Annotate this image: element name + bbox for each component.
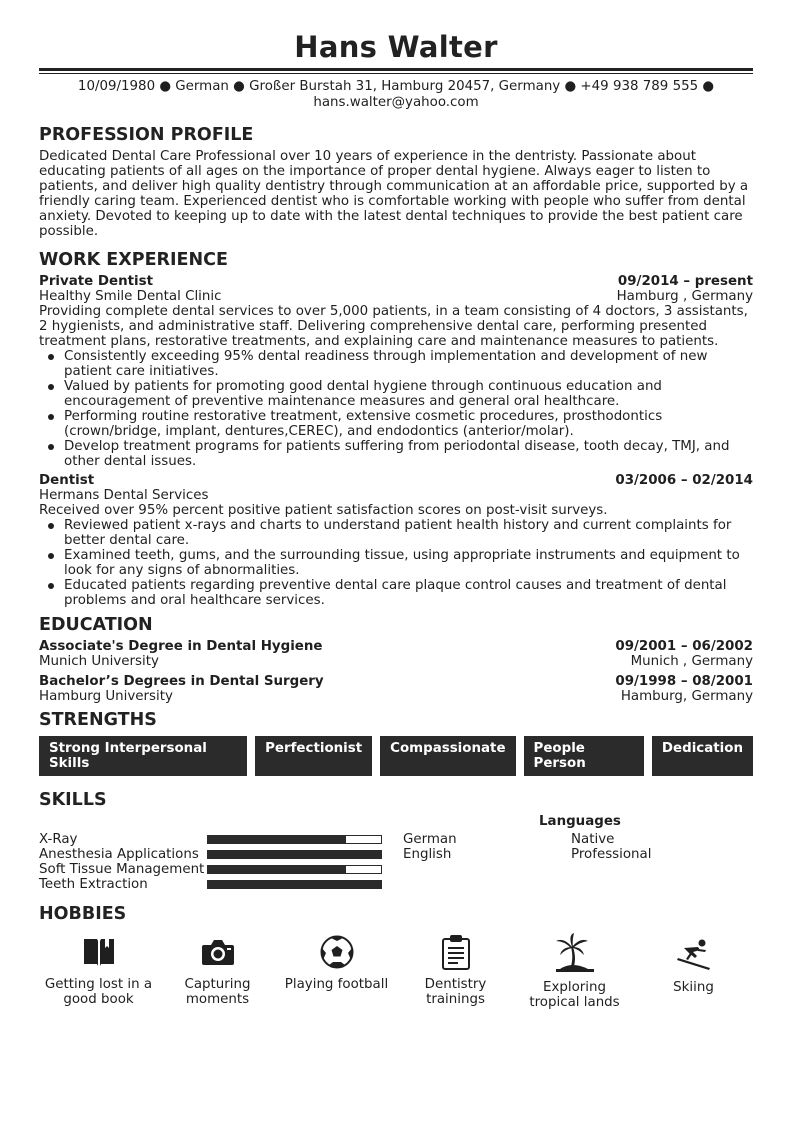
job-bullet: Consistently exceeding 95% dental readiness through implementation and development of new patient care initiatives. [39,349,753,379]
job-role: Dentist [39,473,95,488]
job-company: Healthy Smile Dental Clinic [39,289,222,304]
hobby-label-line: Exploring [542,980,606,995]
degree-dates: 09/2001 – 06/2002 [615,639,753,654]
hobby-label [634,980,753,995]
skills-heading: SKILLS [39,790,107,810]
job-dates: 09/2014 – present [617,274,753,289]
hobbies-heading: HOBBIES [39,904,127,924]
hobby-label-line: Playing football [284,977,389,992]
strengths-heading: STRENGTHS [39,710,157,730]
job-location: Hamburg , Germany [616,289,753,304]
skill-level-fill [208,866,346,873]
strength-tag: People Person [524,736,644,776]
degree-title: Associate's Degree in Dental Hygiene [39,639,323,654]
skill-name: Soft Tissue Management [39,862,205,877]
work-heading: WORK EXPERIENCE [39,250,228,270]
job-summary: Providing complete dental services to over 5,000 patients, in a team consisting of 4 doctors, 3 assistants, 2 hygienists, and administrative staff. Delivering comprehensive dental care, performing presented treatment plans, restorative treatments, and explaining care and maintenance measures to patients. [39,304,748,349]
job-bullet: Performing routine restorative treatment, extensive cosmetic procedures, prosthodontics (crown/bridge, implant, dentures,CEREC), and endodontics (anterior/molar). [39,409,753,439]
school-name: Munich University [39,654,159,669]
profile-text: Dedicated Dental Care Professional over 10 years of experience in the dentristy. Passionate about educating patients of all ages on the importance of proper dental hygiene. Always eager to listen to patients, and deliver high quality dentistry through communication at an affordable price, supported by a friendly caring team. Experienced dentist who is comfortable working with people who suffer from dental anxiety. Devoted to keeping up to date with the latest dental techniques to provide the best patient care possible. [39,149,749,239]
degree-title: Bachelor’s Degrees in Dental Surgery [39,674,324,689]
hobby-label [515,980,634,1010]
hobby-label [39,977,158,1007]
job-bullet: Develop treatment programs for patients suffering from periodontal disease, tooth decay, TMJ, and other dental issues. [39,439,753,469]
skill-level-fill [208,836,346,843]
hobby-item [39,932,158,1010]
football-icon [277,932,396,972]
strength-tag: Dedication [652,736,753,776]
strength-tag: Perfectionist [255,736,372,776]
hobby-label [277,977,396,992]
skill-level-fill [208,881,381,888]
clipboard-icon [396,932,515,972]
skills-area [39,814,753,904]
skill-name: Anesthesia Applications [39,847,199,862]
skill-name: Teeth Extraction [39,877,148,892]
job-bullets [39,518,753,608]
skill-level-bar [207,880,382,889]
hobby-label-line: Skiing [673,980,714,995]
email-address: hans.walter@yahoo.com [313,94,479,110]
camera-icon [158,932,277,972]
degree-dates: 09/1998 – 08/2001 [615,674,753,689]
profile-heading: PROFESSION PROFILE [39,125,254,145]
contact-info [39,79,753,110]
education-entry [39,639,753,669]
hobbies-list [39,932,753,1010]
palm-island-icon [515,932,634,975]
language-level: Native [571,832,615,847]
hobby-label-line: Capturing [184,977,251,992]
job-entry [39,274,753,469]
education-entry [39,674,753,704]
skill-row [39,832,382,847]
hobby-label-line: Getting lost in a [44,977,153,992]
skill-row [39,877,382,892]
language-level: Professional [571,847,652,862]
skill-level-fill [208,851,381,858]
hobby-label [158,977,277,1007]
hobby-item [634,932,753,1010]
language-row [403,832,614,847]
book-icon [39,932,158,972]
job-company: Hermans Dental Services [39,488,209,503]
strength-tag: Compassionate [380,736,515,776]
job-bullet: Valued by patients for promoting good dental hygiene through continuous education and encouragement of preventive maintenance measures and general oral healthcare. [39,379,753,409]
header-divider [39,68,753,74]
job-dates: 03/2006 – 02/2014 [615,473,753,488]
job-bullet: Examined teeth, gums, and the surrounding tissue, using appropriate instruments and equipment to look for any signs of abnormalities. [39,548,753,578]
skill-row [39,862,382,877]
hobby-label-line: moments [185,992,250,1007]
hobby-item [277,932,396,1010]
language-row [403,847,651,862]
candidate-name: Hans Walter [294,30,498,64]
job-bullet: Reviewed patient x-rays and charts to understand patient health history and current complaints for better dental care. [39,518,753,548]
hobby-item [396,932,515,1010]
school-name: Hamburg University [39,689,173,704]
job-summary: Received over 95% percent positive patient satisfaction scores on post-visit surveys. [39,503,608,518]
hobby-label-line: trainings [426,992,485,1007]
skill-level-bar [207,835,382,844]
education-heading: EDUCATION [39,615,153,635]
skier-icon [634,932,753,975]
hobby-item [158,932,277,1010]
hobby-label [396,977,515,1007]
skill-row [39,847,382,862]
strength-tag: Strong Interpersonal Skills [39,736,247,776]
strength-tags [39,736,753,776]
job-bullet: Educated patients regarding preventive dental care plaque control causes and treatment of dental problems and oral healthcare services. [39,578,753,608]
school-location: Hamburg, Germany [620,689,753,704]
skill-name: X-Ray [39,832,78,847]
hobby-label-line: tropical lands [529,995,620,1010]
job-bullets [39,349,753,469]
job-entry [39,473,753,608]
language-name: German [403,832,457,847]
job-role: Private Dentist [39,274,154,289]
hobby-label-line: good book [63,992,134,1007]
skill-level-bar [207,865,382,874]
hobby-label-line: Dentistry [424,977,487,992]
languages-heading: Languages [539,814,621,829]
school-location: Munich , Germany [630,654,753,669]
hobby-item [515,932,634,1010]
language-name: English [403,847,452,862]
skill-level-bar [207,850,382,859]
contact-line: 10/09/1980 ● German ● Großer Burstah 31, Hamburg 20457, Germany ● +49 938 789 555 ● [77,79,715,94]
